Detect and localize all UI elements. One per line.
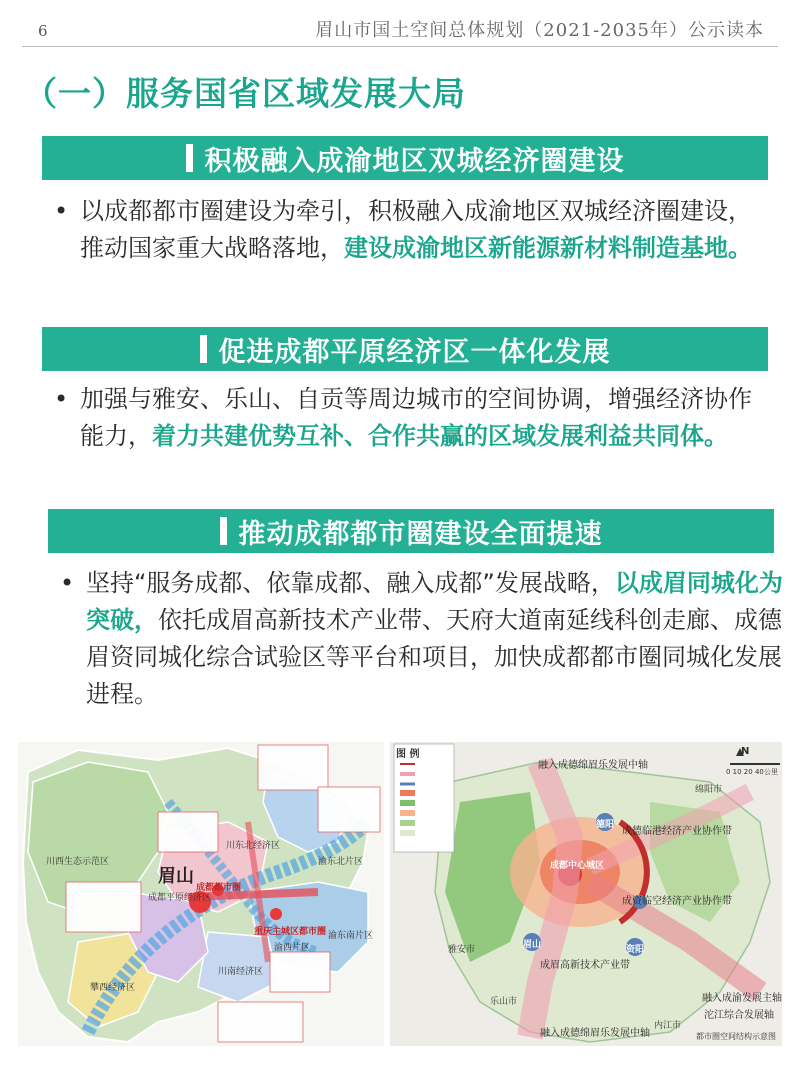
label-northeast: 川东北经济区	[226, 841, 281, 851]
label-city-neijiang: 内江市	[654, 1021, 682, 1031]
label-chengdu-plain: 成都平原经济区	[148, 893, 212, 903]
metro-structure-map	[390, 742, 782, 1046]
sichuan-regional-map	[18, 742, 384, 1046]
header-rule	[22, 46, 778, 47]
banner-3	[48, 509, 774, 553]
paragraph-2-text: 加强与雅安、乐山、自贡等周边城市的空间协调，增强经济协作能力，	[80, 385, 752, 450]
paragraph-3-text: 坚持“服务成都、依靠成都、融入成都”发展战略，	[86, 569, 615, 597]
bullet-dot: •	[54, 197, 69, 225]
paragraph-1-highlight: 建设成渝地区新能源新材料制造基地。	[344, 234, 752, 262]
north-arrow-icon: N	[741, 746, 750, 757]
label-meishan: 眉山	[158, 866, 194, 887]
label-city-leshan: 乐山市	[490, 997, 518, 1007]
banner-1-text: 积极融入成渝地区双城经济圈建设	[204, 145, 625, 177]
label-chongqing-metro: 重庆主城区都市圈	[254, 927, 327, 937]
label-axis-bottom: 融入成德绵眉乐发展中轴	[540, 1028, 650, 1039]
section-title: （一）服务国省区域发展大局	[24, 74, 466, 113]
banner-2	[42, 327, 768, 371]
label-yudong-south: 渝东南片区	[328, 931, 374, 941]
paragraph-1	[54, 193, 760, 267]
scale-bar: 0 10 20 40公里	[726, 768, 778, 776]
label-belt-airport: 成资临空经济产业协作带	[622, 896, 732, 907]
label-city-deyang: 德阳	[596, 820, 615, 830]
label-belt-hitech: 成眉高新技术产业带	[540, 960, 630, 971]
label-city-ziyang: 资阳	[626, 945, 645, 955]
label-city-yaan: 雅安市	[448, 945, 476, 955]
map-caption: 都市圈空间结构示意图	[696, 1032, 776, 1041]
label-center: 成都中心城区	[550, 861, 605, 871]
label-axis-yu: 融入成渝发展主轴	[702, 993, 782, 1004]
banner-bar	[200, 335, 207, 363]
label-axis-top: 融入成德绵眉乐发展中轴	[538, 760, 648, 771]
label-west-ecology: 川西生态示范区	[46, 857, 110, 867]
label-belt-lingang: 成德临港经济产业协作带	[622, 826, 732, 837]
banner-2-text: 促进成都平原经济区一体化发展	[218, 336, 611, 368]
label-axis-tuojiang: 沱江综合发展轴	[704, 1010, 774, 1021]
label-yudong-north: 渝东北片区	[318, 857, 364, 867]
banner-bar	[186, 144, 193, 172]
label-city-meishan: 眉山	[523, 940, 542, 950]
label-yuxi: 渝西片区	[274, 943, 311, 953]
running-header: 眉山市国土空间总体规划（2021-2035年）公示读本	[315, 20, 764, 41]
paragraph-2	[54, 381, 760, 455]
banner-bar	[220, 517, 227, 545]
paragraph-3	[60, 565, 786, 713]
label-southeast: 川南经济区	[218, 967, 264, 977]
paragraph-3-highlight: 以成眉同城化为突破，	[86, 569, 783, 634]
label-panxi: 攀西经济区	[90, 983, 136, 993]
bullet-dot: •	[60, 569, 75, 597]
label-city-mianyang: 绵阳市	[695, 785, 723, 795]
legend-title: 图 例	[396, 749, 420, 760]
banner-3-text: 推动成都都市圈建设全面提速	[238, 518, 603, 550]
banner-1	[42, 136, 768, 180]
paragraph-3-text-after: 依托成眉高新技术产业带、天府大道南延线科创走廊、成德眉资同城化综合试验区等平台和项目，加快成都都市圈同城化发展进程。	[86, 606, 782, 708]
bullet-dot: •	[54, 385, 69, 413]
paragraph-2-highlight: 着力共建优势互补、合作共赢的区域发展利益共同体。	[152, 422, 728, 450]
page-number: 6	[38, 22, 48, 40]
paragraph-1-text: 以成都都市圈建设为牵引，积极融入成渝地区双城经济圈建设，推动国家重大战略落地，	[80, 197, 752, 262]
label-chengdu-metro: 成都都市圈	[196, 883, 242, 893]
